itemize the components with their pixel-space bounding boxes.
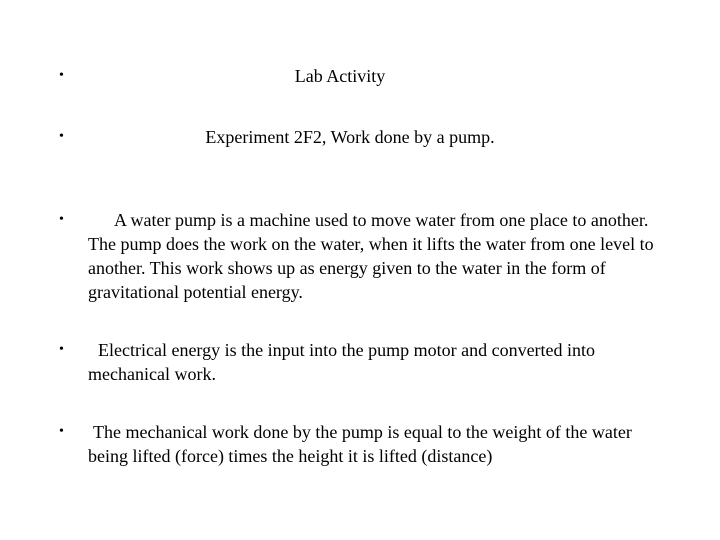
bullet-icon: • (59, 424, 64, 439)
paragraph-pump-description: A water pump is a machine used to move water from one place to another. The pump does the work on the water, when it lifts the water from one level to another. This work shows up as energy given to the water in the form of gravitational potential energy. (88, 210, 654, 302)
slide-subtitle: Experiment 2F2, Work done by a pump. (205, 127, 495, 147)
slide-title: Lab Activity (294, 66, 386, 86)
bullet-icon: • (59, 68, 64, 83)
bullet-icon: • (59, 129, 64, 144)
bullet-icon: • (59, 212, 64, 227)
paragraph-electrical-energy: Electrical energy is the input into the pump motor and converted into mechanical work. (88, 340, 596, 384)
bullet-icon: • (59, 342, 64, 357)
paragraph-mechanical-work: The mechanical work done by the pump is equal to the weight of the water being lifted (force) times the height it is lifted (distance) (88, 422, 632, 466)
